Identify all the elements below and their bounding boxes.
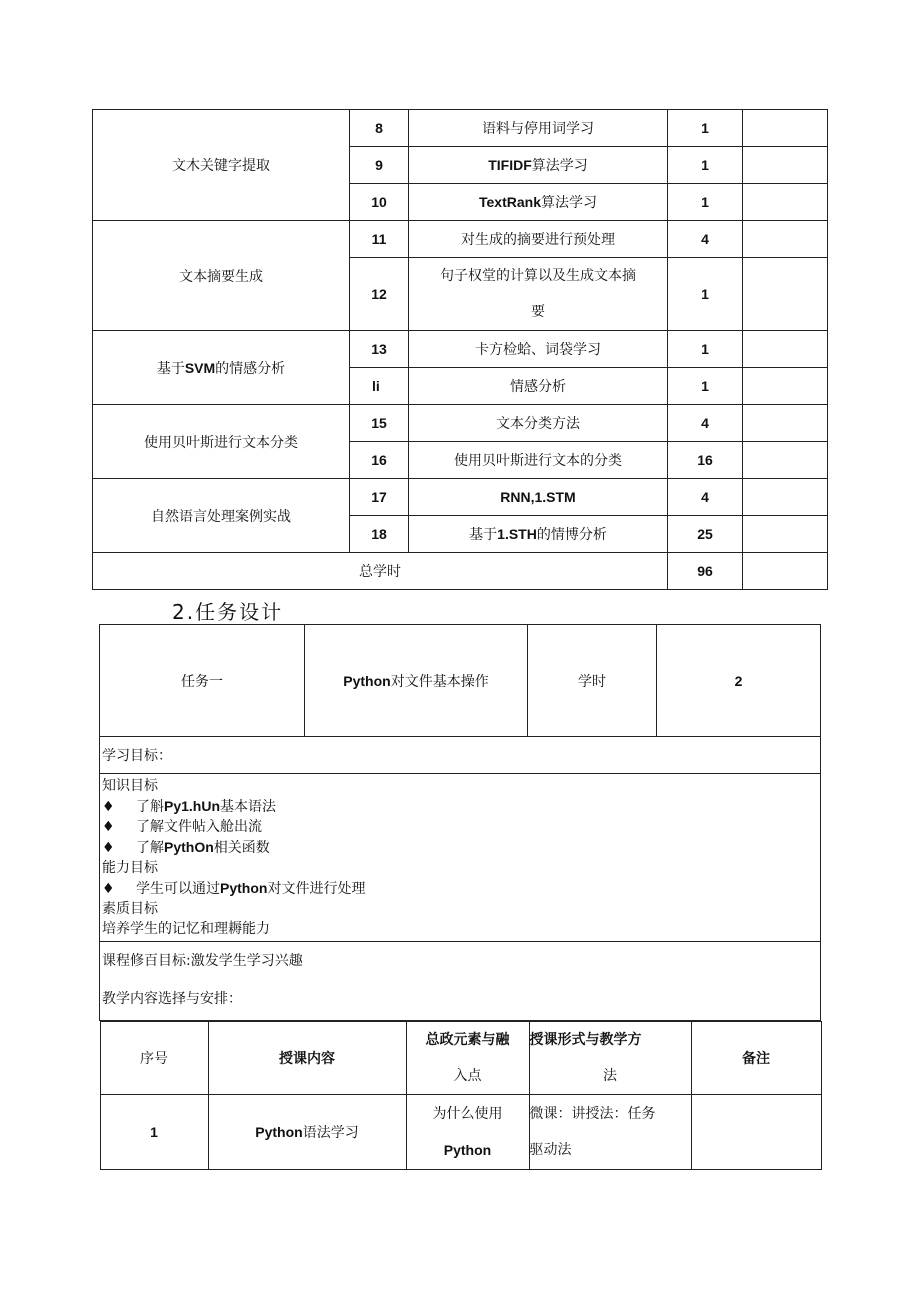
lesson-number: 17 (350, 479, 409, 516)
lesson-note (743, 258, 828, 331)
lesson-number: 10 (350, 184, 409, 221)
lesson-note (743, 147, 828, 184)
lesson-hours: 25 (668, 516, 743, 553)
section-heading: 2.任务设计 (172, 600, 284, 624)
lesson-content: 情感分析 (409, 368, 668, 405)
list-item: ♦ 了解PythOn相关函数 (102, 839, 270, 856)
bullet-icon: ♦ (102, 881, 115, 897)
header-content: 授课内容 (208, 1022, 406, 1095)
task-header-row (100, 625, 821, 737)
knowledge-label: 知识目标 (102, 778, 158, 794)
lesson-hours: 4 (668, 221, 743, 258)
lesson-number: 8 (350, 110, 409, 147)
task-title: Python对文件基本操作 (305, 625, 528, 737)
plan-container (100, 1021, 821, 1171)
objectives-row (100, 774, 821, 942)
course-goal-cell (100, 942, 821, 1021)
header-element: 总政元素与融 入点 (406, 1022, 529, 1095)
total-row (93, 553, 828, 590)
lesson-hours: 4 (668, 479, 743, 516)
task-hours-value: 2 (657, 625, 821, 737)
lesson-note (743, 331, 828, 368)
table-row (93, 110, 828, 147)
lesson-note (743, 405, 828, 442)
bullet-icon: ♦ (102, 819, 115, 835)
objectives-label-row (100, 737, 821, 774)
header-note: 备注 (691, 1022, 821, 1095)
total-hours: 96 (668, 553, 743, 590)
course-goal: 课程修百目标:激发学生学习兴趣 (102, 953, 303, 969)
lesson-note (743, 221, 828, 258)
header-form: 授课形式与教学方 法 (529, 1022, 691, 1095)
lesson-note (743, 516, 828, 553)
list-item: ♦ 学生可以通过Python对文件进行处理 (102, 880, 366, 897)
table-row (93, 331, 828, 368)
lesson-hours: 1 (668, 184, 743, 221)
total-label: 总学时 (93, 553, 668, 590)
lesson-note (743, 184, 828, 221)
quality-text: 培养学生的记忆和理耨能力 (102, 921, 270, 937)
list-item: ♦ 了解文件帖入舱出流 (102, 819, 262, 835)
lesson-content: 语料与停用词学习 (409, 110, 668, 147)
module-cell: 文本摘要生成 (93, 221, 350, 331)
ability-label: 能力目标 (102, 860, 158, 876)
lesson-content: 文本分类方法 (409, 405, 668, 442)
lesson-hours: 1 (668, 110, 743, 147)
teaching-plan-table (100, 1021, 822, 1170)
lesson-number: li (350, 368, 409, 405)
row-seq: 1 (100, 1095, 208, 1170)
plan-row (100, 1021, 821, 1171)
course-goal-row (100, 942, 821, 1021)
table-row (100, 1095, 821, 1170)
row-content: Python语法学习 (208, 1095, 406, 1170)
lesson-content: 卡方检蛤、词袋学习 (409, 331, 668, 368)
objectives-label: 学习目标： (100, 737, 821, 774)
lesson-number: 12 (350, 258, 409, 331)
lesson-content: 对生成的摘要进行预处理 (409, 221, 668, 258)
lesson-content: RNN,1.STM (409, 479, 668, 516)
table-row (93, 405, 828, 442)
module-cell: 基于SVM的情感分析 (93, 331, 350, 405)
lesson-content: TIFIDF算法学习 (409, 147, 668, 184)
total-note (743, 553, 828, 590)
lesson-hours: 16 (668, 442, 743, 479)
lesson-note (743, 368, 828, 405)
lesson-note (743, 442, 828, 479)
table-row (93, 221, 828, 258)
lesson-content: 基于1.STH的情博分析 (409, 516, 668, 553)
row-element: 为什么使用 Python (406, 1095, 529, 1170)
lesson-hours: 1 (668, 331, 743, 368)
course-hours-table (92, 109, 828, 590)
lesson-number: 18 (350, 516, 409, 553)
lesson-hours: 1 (668, 147, 743, 184)
table-row (93, 479, 828, 516)
header-seq: 序号 (100, 1022, 208, 1095)
bullet-icon: ♦ (102, 799, 115, 815)
module-cell: 文木关键字提取 (93, 110, 350, 221)
lesson-content: 句子权堂的计算以及生成文本摘 要 (409, 258, 668, 331)
quality-label: 素质目标 (102, 901, 158, 917)
lesson-content: TextRank算法学习 (409, 184, 668, 221)
lesson-note (743, 479, 828, 516)
row-form: 微课：讲授法：任务 驱动法 (529, 1095, 691, 1170)
lesson-hours: 1 (668, 258, 743, 331)
lesson-note (743, 110, 828, 147)
lesson-content: 使用贝叶斯进行文本的分类 (409, 442, 668, 479)
objectives-content (100, 774, 821, 942)
task-design-table (99, 624, 821, 1170)
row-note (691, 1095, 821, 1170)
lesson-hours: 1 (668, 368, 743, 405)
lesson-hours: 4 (668, 405, 743, 442)
module-cell: 使用贝叶斯进行文本分类 (93, 405, 350, 479)
lesson-number: 13 (350, 331, 409, 368)
task-name: 任务一 (100, 625, 305, 737)
list-item: ♦ 了斛Py1.hUn基本语法 (102, 798, 277, 815)
module-cell: 自然语言处理案例实战 (93, 479, 350, 553)
plan-header-row (100, 1022, 821, 1095)
lesson-number: 16 (350, 442, 409, 479)
task-hours-label: 学时 (528, 625, 657, 737)
bullet-icon: ♦ (102, 840, 115, 856)
lesson-number: 11 (350, 221, 409, 258)
lesson-number: 9 (350, 147, 409, 184)
arrangement-label: 教学内容选择与安排： (102, 991, 242, 1007)
lesson-number: 15 (350, 405, 409, 442)
